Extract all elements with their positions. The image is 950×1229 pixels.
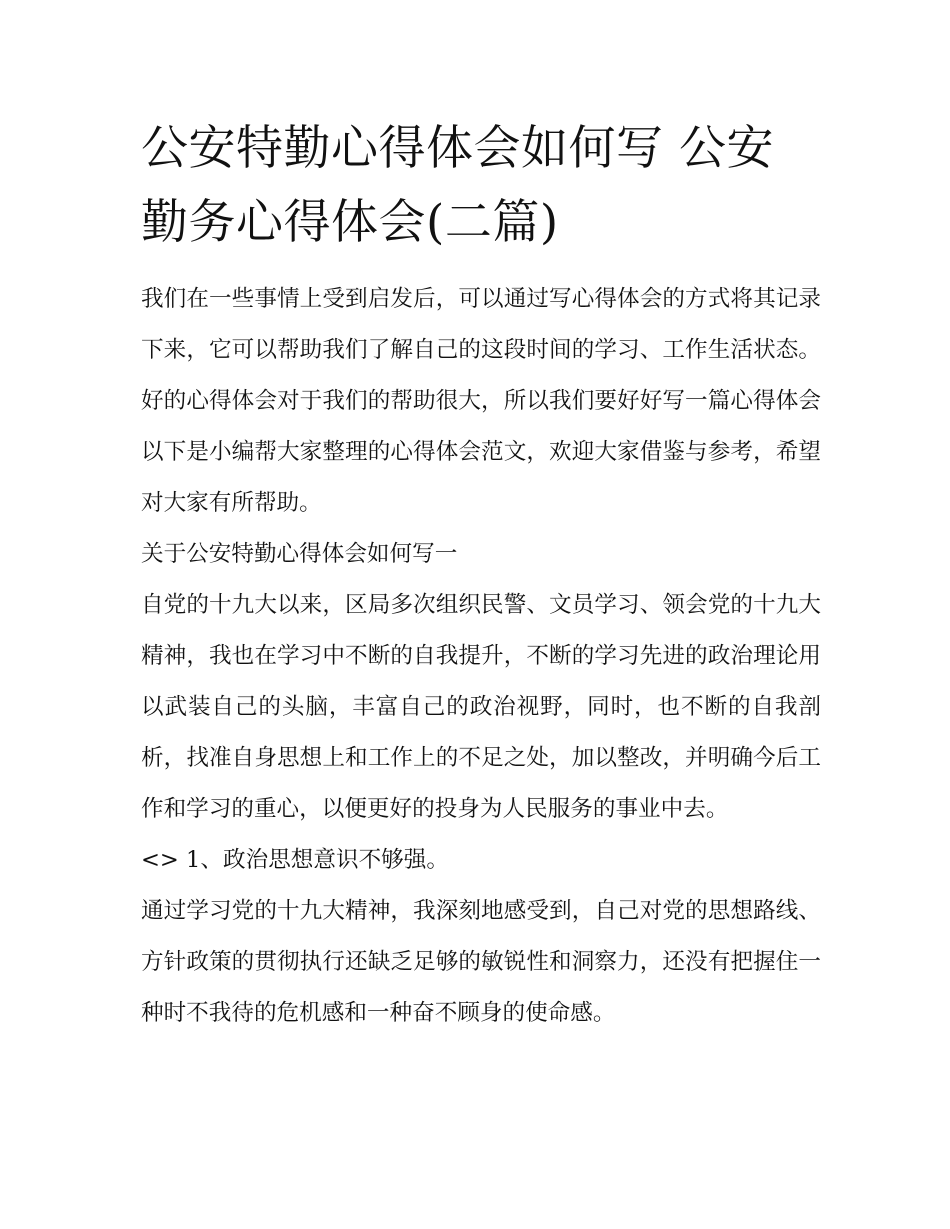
list-item-heading: <> 1、政治思想意识不够强。 bbox=[141, 847, 449, 873]
document-body bbox=[141, 112, 821, 1039]
body-paragraph: 自党的十九大以来，区局多次组织民警、文员学习、领会党的十九大精神，我也在学习中不断的自我提升，不断的学习先进的政治理论用以武装自己的头脑，丰富自己的政治视野，同时，也不断的自我剖析，找准自身思想上和工作上的不足之处，加以整改，并明确今后工作和学习的重心，以便更好的投身为人民服务的事业中去。 bbox=[141, 592, 821, 822]
body-paragraph-2: 通过学习党的十九大精神，我深刻地感受到，自己对党的思想路线、方针政策的贯彻执行还缺乏足够的敏锐性和洞察力，还没有把握住一种时不我待的危机感和一种奋不顾身的使命感。 bbox=[141, 898, 821, 1026]
section-heading: 关于公安特勤心得体会如何写一 bbox=[141, 541, 458, 567]
intro-paragraph: 我们在一些事情上受到启发后，可以通过写心得体会的方式将其记录下来，它可以帮助我们了解自己的这段时间的学习、工作生活状态。好的心得体会对于我们的帮助很大，所以我们要好好写一篇心得体会以下是小编帮大家整理的心得体会范文，欢迎大家借鉴与参考，希望对大家有所帮助。 bbox=[141, 286, 821, 516]
document-title: 公安特勤心得体会如何写 公安勤务心得体会(二篇) bbox=[141, 121, 774, 250]
